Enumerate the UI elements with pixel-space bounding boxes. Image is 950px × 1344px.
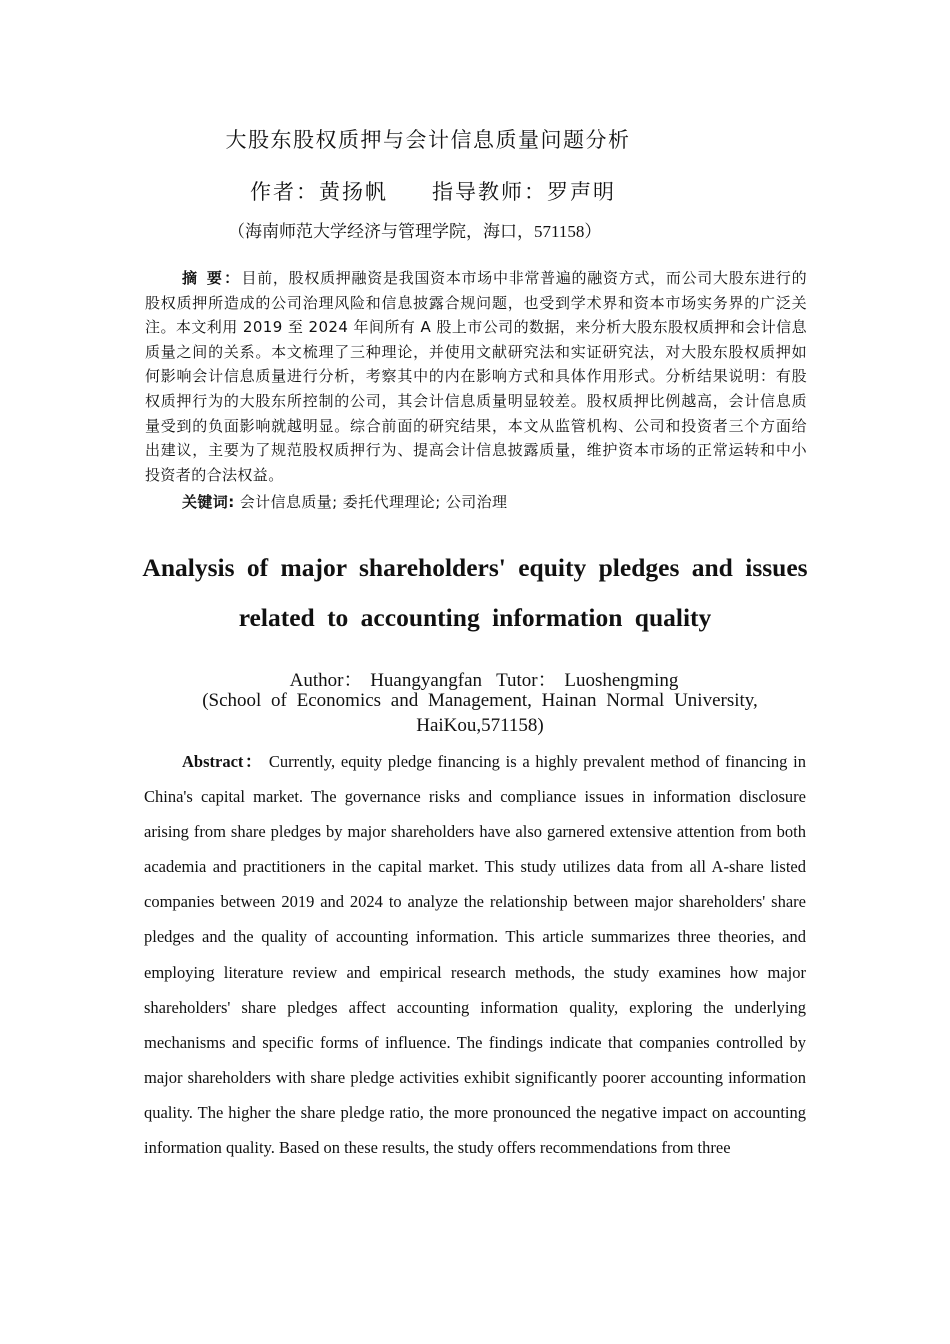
chinese-author: 作者：黄扬帆 [250, 180, 388, 204]
english-title: Analysis of major shareholders' equity pledges and issues related to accounting information quality [142, 553, 808, 632]
chinese-affiliation: （海南师范大学经济与管理学院，海口，571158） [228, 222, 602, 241]
chinese-keywords-text: 会计信息质量; 委托代理理论; 公司治理 [234, 493, 508, 511]
english-abstract-text: Currently, equity pledge financing is a highly prevalent method of financing in China's capital market. The governance risks and compliance issues in information disclosure arising from share pledges by major shareholders have also garnered extensive attention from both academia and practitioners in the capital market. This study utilizes data from all A-share listed companies between 2019 and 2024 to analyze the relationship between major shareholders' share pledges and the quality of accounting information. This article summarizes three theories, and employing literature review and empirical research methods, the study examines how major shareholders' share pledges affect accounting information quality, exploring the underlying mechanisms and specific forms of influence. The findings indicate that companies controlled by major shareholders with share pledge activities exhibit significantly poorer accounting information quality. The higher the share pledge ratio, the more pronounced the negative impact on accounting information quality. Based on these results, the study offers recommendations from three [144, 752, 806, 1158]
chinese-keywords-label: 关键词: [182, 493, 235, 511]
english-tutor: Tutor： Luoshengming [496, 670, 679, 691]
chinese-keywords [182, 491, 507, 512]
english-abstract [144, 744, 806, 1165]
english-author: Author： Huangyangfan [289, 670, 483, 691]
chinese-tutor: 指导教师：罗声明 [432, 180, 616, 204]
chinese-author-line [250, 176, 616, 206]
english-author-line [0, 665, 950, 692]
chinese-abstract-label: 摘 要： [182, 269, 242, 287]
english-affiliation: (School of Economics and Management, Hainan Normal University, HaiKou,571158) [202, 690, 758, 736]
chinese-title: 大股东股权质押与会计信息质量问题分析 [225, 128, 631, 152]
chinese-abstract-text: 目前，股权质押融资是我国资本市场中非常普遍的融资方式，而公司大股东进行的股权质押所造成的公司治理风险和信息披露合规问题，也受到学术界和资本市场实务界的广泛关注。本文利用 2019 至 2024 年间所有 A 股上市公司的数据，来分析大股东股权质押和会计信息质量之间的关系。本文梳理了三种理论，并使用文献研究法和实证研究法，对大股东股权质押如何影响会计信息质量进行分析，考察其中的内在影响方式和具体作用形式。分析结果说明：有股权质押行为的大股东所控制的公司，其会计信息质量明显较差。股权质押比例越高，会计信息质量受到的负面影响就越明显。综合前面的研究结果，本文从监管机构、公司和投资者三个方面给出建议，主要为了规范股权质押行为、提高会计信息披露质量，维护资本市场的正常运转和中小投资者的合法权益。 [145, 269, 807, 484]
chinese-abstract [145, 266, 807, 487]
english-abstract-label: Abstract： [182, 752, 264, 771]
